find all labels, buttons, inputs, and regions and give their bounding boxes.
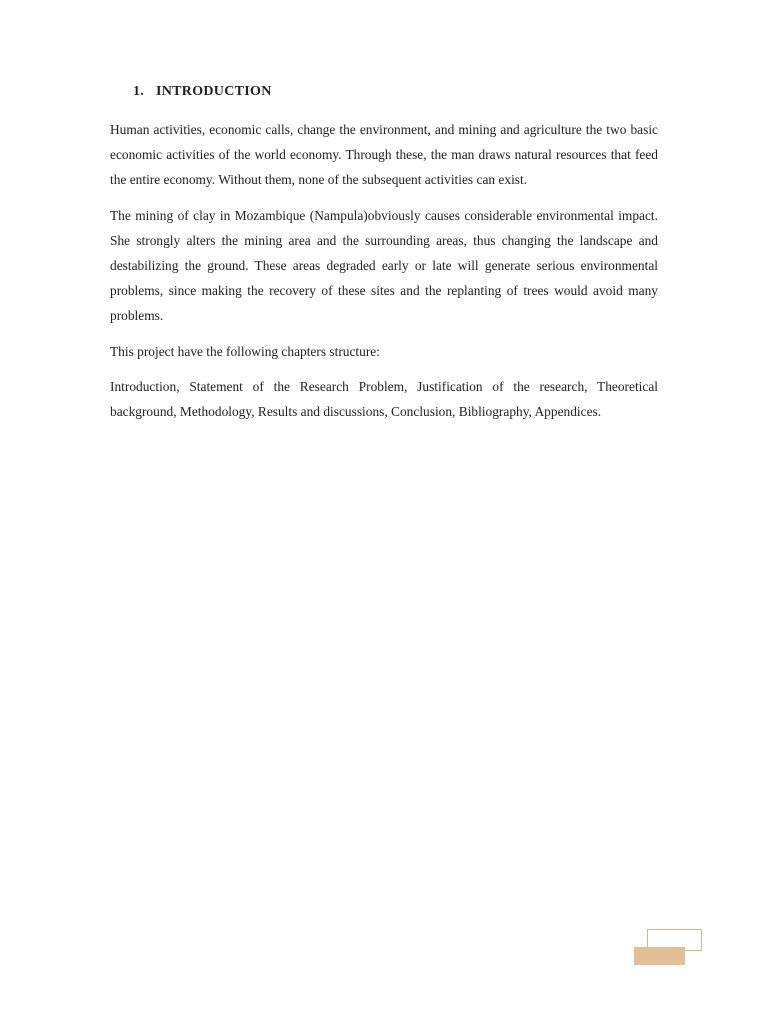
page-footer-accent <box>634 947 685 965</box>
section-number: 1. <box>133 84 145 99</box>
paragraph-chapter-list: Introduction, Statement of the Research Problem, Justification of the research, Theoretical background, Methodology, Results and discussions, Conclusion, Bibliography, Appendices. <box>110 378 658 420</box>
section-title: INTRODUCTION <box>156 84 272 99</box>
section-body <box>110 117 658 434</box>
paragraph-structure-lead: This project have the following chapters structure: <box>110 343 380 359</box>
paragraph-clay-mining: The mining of clay in Mozambique (Nampula)obviously causes considerable environmental impact. She strongly alters the mining area and the surrounding areas, thus changing the landscape and destabilizing the ground. These areas degraded early or late will generate serious environmental problems, since making the recovery of these sites and the replanting of trees would avoid many problems. <box>110 207 658 324</box>
section-heading <box>133 84 272 100</box>
paragraph-intro: Human activities, economic calls, change the environment, and mining and agriculture the two basic economic activities of the world economy. Through these, the man draws natural resources that feed the entire economy. Without them, none of the subsequent activities can exist. <box>110 122 658 188</box>
